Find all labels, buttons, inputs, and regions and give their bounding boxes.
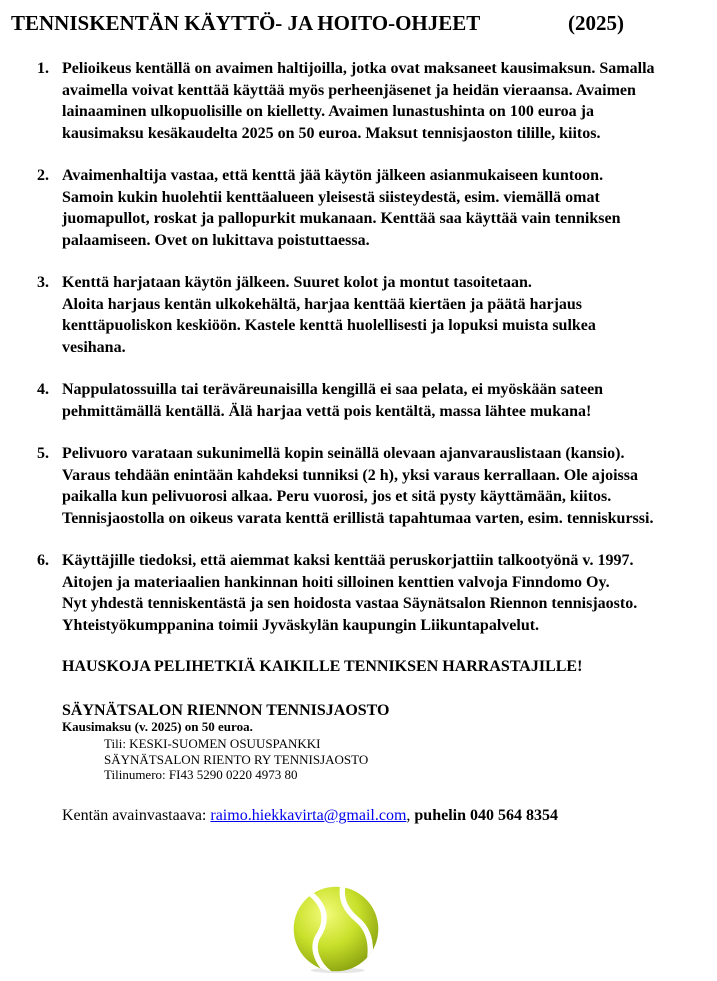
rule-text xyxy=(62,272,717,358)
rule-line: kausimaksu kesäkaudelta 2025 on 50 euroa. Maksut tennisjaoston tilille, kiitos. xyxy=(62,124,601,142)
rule-number: 5. xyxy=(37,445,49,462)
rule-line: pehmittämällä kentällä. Älä harjaa vettä pois kentältä, massa lähtee mukana! xyxy=(62,402,592,420)
closing-greeting: HAUSKOJA PELIHETKIÄ KAIKILLE TENNIKSEN HARRASTAJILLE! xyxy=(62,658,583,675)
rule-text xyxy=(62,58,717,144)
rule-line: Kenttä harjataan käytön jälkeen. Suuret kolot ja montut tasoitetaan. xyxy=(62,274,532,291)
rule-item xyxy=(0,165,717,251)
rule-number: 4. xyxy=(37,381,49,398)
contact-separator: , xyxy=(406,807,415,824)
rule-line: Samoin kukin huolehtii kenttäalueen yleisestä siisteydestä, esim. viemällä omat xyxy=(62,188,600,206)
tennis-ball-icon xyxy=(291,884,381,974)
rule-line: Aloita harjaus kentän ulkokehältä, harjaa kenttää kiertäen ja päätä harjaus xyxy=(62,295,583,313)
rule-line: palaamiseen. Ovet on lukittava poistuttaessa. xyxy=(62,231,370,249)
rule-line: Käyttäjille tiedoksi, että aiemmat kaksi kenttää peruskorjattiin talkootyönä v. 1997. xyxy=(62,552,634,569)
key-contact xyxy=(62,806,558,826)
rules-list xyxy=(0,58,717,657)
contact-label: Kentän avainvastaava: xyxy=(62,807,211,824)
rule-line: Pelioikeus kentällä on avaimen haltijoilla, jotka ovat maksaneet kausimaksun. Samalla xyxy=(62,60,655,77)
rule-line: kenttäpuoliskon keskiöön. Kastele kenttä huolellisesti ja lopuksi muista sulkea xyxy=(62,317,596,334)
rule-line: Pelivuoro varataan sukunimellä kopin seinällä olevaan ajanvarauslistaan (kansio). xyxy=(62,445,625,462)
phone-number: puhelin 040 564 8354 xyxy=(414,807,558,824)
rule-line: Avaimenhaltija vastaa, että kenttä jää käytön jälkeen asianmukaiseen kuntoon. xyxy=(62,167,604,184)
title-text: TENNISKENTÄN KÄYTTÖ- JA HOITO-OHJEET xyxy=(11,11,481,35)
rule-text xyxy=(62,165,717,251)
bank-details xyxy=(104,736,368,783)
rule-line: Nappulatossuilla tai teräväreunaisilla kengillä ei saa pelata, ei myöskään sateen xyxy=(62,381,604,398)
rule-item xyxy=(0,272,717,358)
rule-item xyxy=(0,379,717,422)
bank-line: Tili: KESKI-SUOMEN OSUUSPANKKI xyxy=(104,736,321,751)
rule-item xyxy=(0,443,717,529)
email-link[interactable]: raimo.hiekkavirta@gmail.com xyxy=(210,807,407,824)
bank-line: Tilinumero: FI43 5290 0220 4973 80 xyxy=(104,767,298,782)
rule-item xyxy=(0,58,717,144)
rule-text xyxy=(62,379,717,422)
rule-line: Yhteistyökumppanina toimii Jyväskylän kaupungin Liikuntapalvelut. xyxy=(62,616,540,634)
rule-line: vesihana. xyxy=(62,338,126,356)
season-fee-note: Kausimaksu (v. 2025) on 50 euroa. xyxy=(62,719,253,734)
rule-number: 6. xyxy=(37,552,49,569)
rule-line: Tennisjaostolla on oikeus varata kenttä erillistä tapahtumaa varten, esim. tenniskurssi. xyxy=(62,509,654,527)
rule-line: Nyt yhdestä tenniskentästä ja sen hoidosta vastaa Säynätsalon Riennon tennisjaosto. xyxy=(62,595,638,612)
rule-number: 2. xyxy=(37,167,49,184)
bank-line: SÄYNÄTSALON RIENTO RY TENNISJAOSTO xyxy=(104,751,369,767)
page-title xyxy=(11,9,701,37)
rule-text xyxy=(62,443,717,529)
rule-line: lainaaminen ulkopuolisille on kielletty. Avaimen lunastushinta on 100 euroa ja xyxy=(62,103,594,120)
rule-line: paikalla kun pelivuorosi alkaa. Peru vuorosi, jos et sitä pysty käyttämään, kiitos. xyxy=(62,488,612,505)
rule-text xyxy=(62,550,717,636)
club-name: SÄYNÄTSALON RIENNON TENNISJAOSTO xyxy=(62,702,390,719)
rule-number: 1. xyxy=(37,60,49,77)
rule-line: Varaus tehdään enintään kahdeksi tunniksi (2 h), yksi varaus kerrallaan. Ole ajoissa xyxy=(62,466,638,484)
rule-line: avaimella voivat kenttää käyttää myös perheenjäsenet ja heidän vieraansa. Avaimen xyxy=(62,81,636,99)
rule-line: juomapullot, roskat ja pallopurkit mukanaan. Kenttää saa käyttää vain tenniksen xyxy=(62,210,621,227)
rule-number: 3. xyxy=(37,274,49,291)
rule-item xyxy=(0,550,717,636)
title-year: (2025) xyxy=(568,11,624,35)
rule-line: Aitojen ja materiaalien hankinnan hoiti silloinen kenttien valvoja Finndomo Oy. xyxy=(62,573,610,591)
